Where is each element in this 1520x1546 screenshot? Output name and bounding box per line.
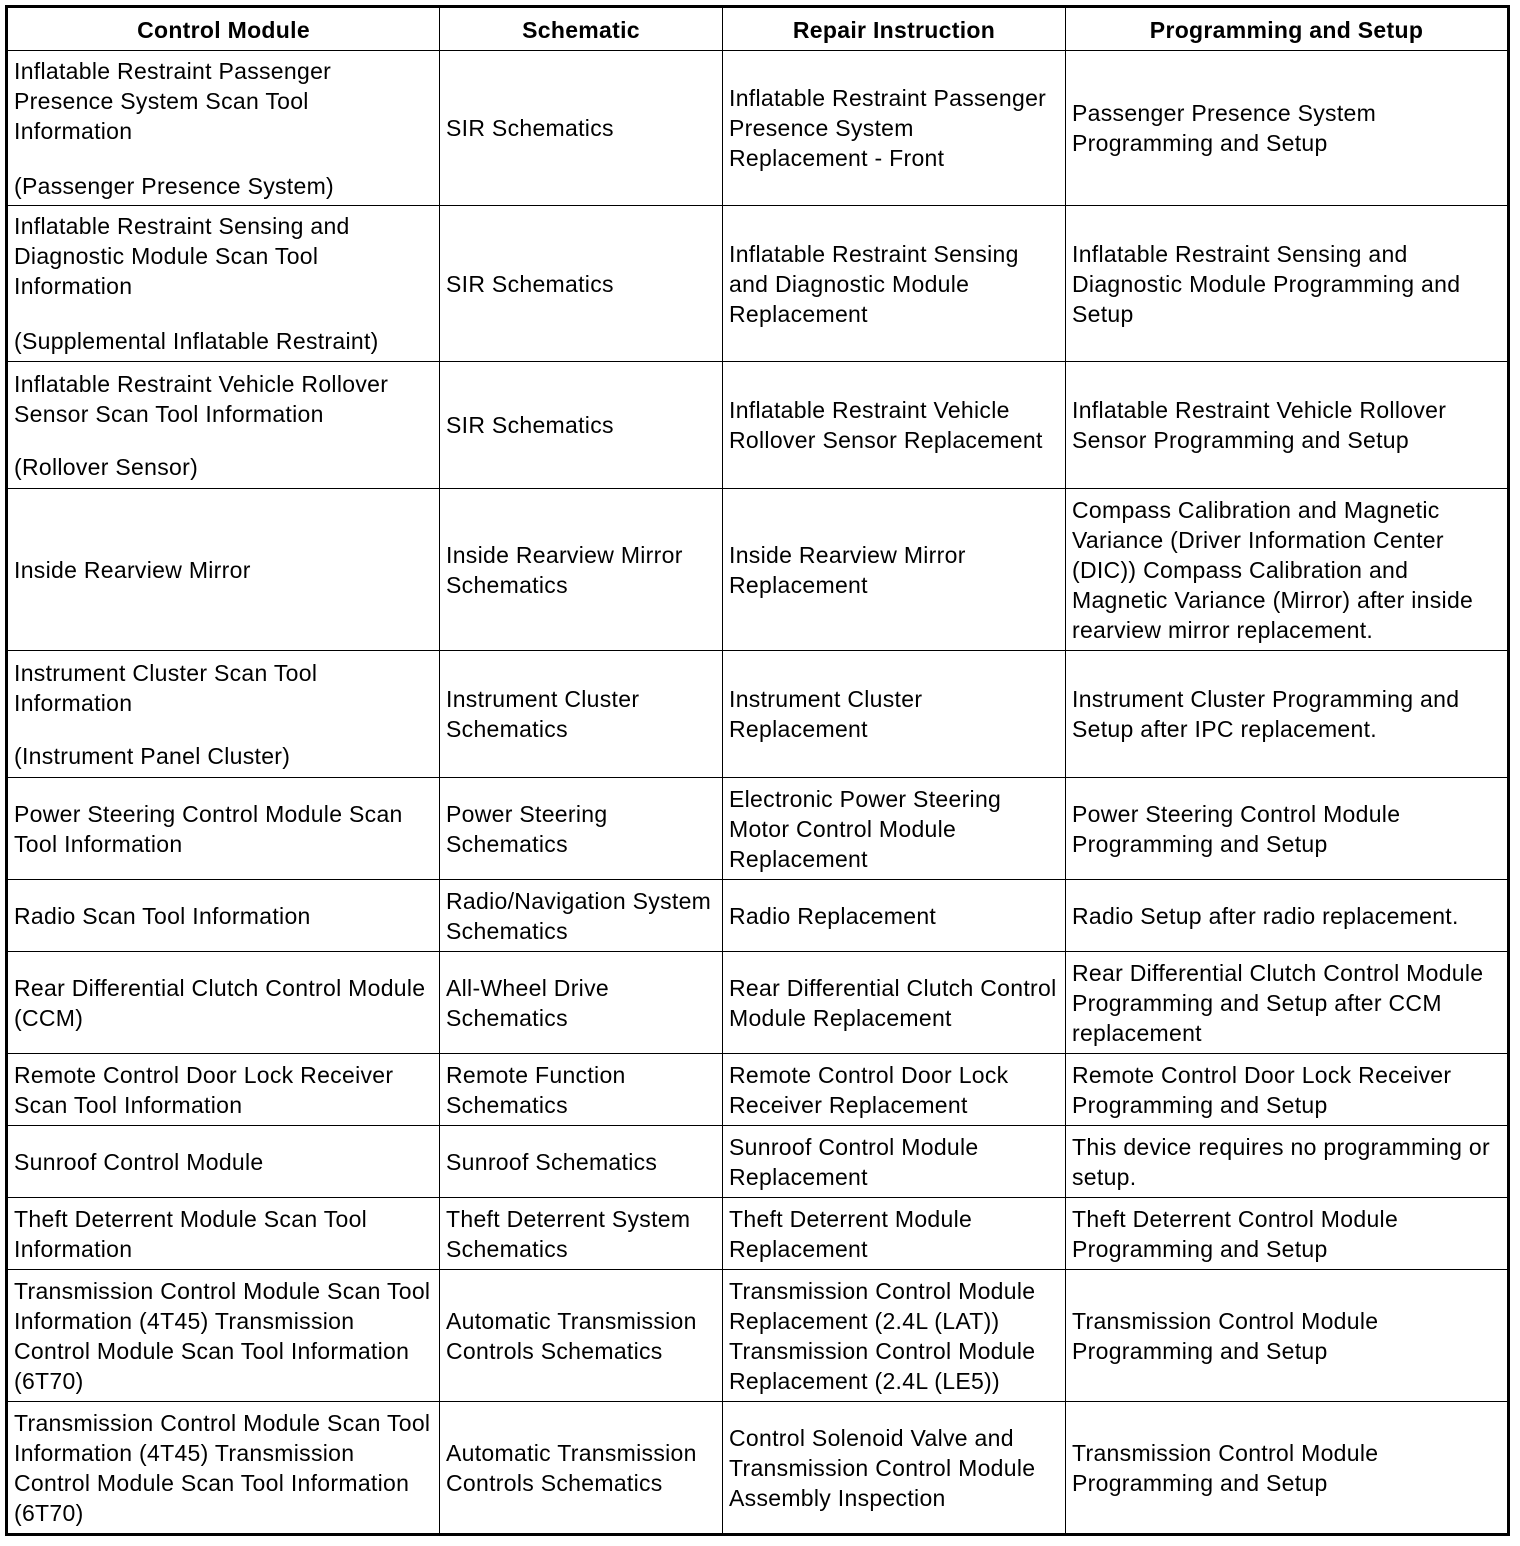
schematic-cell: Automatic Transmission Controls Schematics [440,1270,723,1402]
control-module-table [5,5,1510,1536]
header-schematic: Schematic [440,7,723,51]
repair-cell: Electronic Power Steering Motor Control Module Replacement [723,778,1066,880]
module-cell: Transmission Control Module Scan Tool Information (4T45) Transmission Control Module Scan Tool Information (6T70) [7,1270,440,1402]
repair-cell: Inflatable Restraint Vehicle Rollover Sensor Replacement [723,362,1066,489]
repair-cell: Theft Deterrent Module Replacement [723,1198,1066,1270]
module-cell: Theft Deterrent Module Scan Tool Information [7,1198,440,1270]
programming-cell: Inflatable Restraint Vehicle Rollover Sensor Programming and Setup [1066,362,1509,489]
repair-cell: Inside Rearview Mirror Replacement [723,489,1066,651]
programming-cell: Rear Differential Clutch Control Module Programming and Setup after CCM replacement [1066,952,1509,1054]
schematic-cell: Theft Deterrent System Schematics [440,1198,723,1270]
schematic-cell: SIR Schematics [440,362,723,489]
programming-cell: Compass Calibration and Magnetic Variance (Driver Information Center (DIC)) Compass Calibration and Magnetic Variance (Mirror) after inside rearview mirror replacement. [1066,489,1509,651]
repair-cell: Instrument Cluster Replacement [723,651,1066,778]
table-row [7,206,1509,362]
schematic-cell: Radio/Navigation System Schematics [440,880,723,952]
repair-cell: Inflatable Restraint Sensing and Diagnostic Module Replacement [723,206,1066,362]
module-note: (Instrument Panel Cluster) [14,742,291,769]
schematic-cell: Power Steering Schematics [440,778,723,880]
module-note: (Rollover Sensor) [14,453,199,480]
repair-cell: Remote Control Door Lock Receiver Replacement [723,1054,1066,1126]
table-row [7,51,1509,206]
repair-cell: Control Solenoid Valve and Transmission Control Module Assembly Inspection [723,1402,1066,1535]
table-row [7,1054,1509,1126]
module-name: Inflatable Restraint Vehicle Rollover Sensor Scan Tool Information [14,370,389,427]
repair-cell: Rear Differential Clutch Control Module Replacement [723,952,1066,1054]
module-name: Inflatable Restraint Sensing and Diagnostic Module Scan Tool Information [14,213,350,299]
schematic-cell: Instrument Cluster Schematics [440,651,723,778]
module-cell: Power Steering Control Module Scan Tool Information [7,778,440,880]
header-row [7,7,1509,51]
schematic-cell: Sunroof Schematics [440,1126,723,1198]
table-row [7,362,1509,489]
repair-cell: Sunroof Control Module Replacement [723,1126,1066,1198]
schematic-cell: SIR Schematics [440,51,723,206]
programming-cell: Remote Control Door Lock Receiver Programming and Setup [1066,1054,1509,1126]
module-name: Instrument Cluster Scan Tool Information [14,659,318,716]
module-note: (Passenger Presence System) [14,172,335,199]
module-cell [7,51,440,206]
schematic-cell: All-Wheel Drive Schematics [440,952,723,1054]
module-cell: Remote Control Door Lock Receiver Scan Tool Information [7,1054,440,1126]
module-note: (Supplemental Inflatable Restraint) [14,328,379,354]
programming-cell: Inflatable Restraint Sensing and Diagnostic Module Programming and Setup [1066,206,1509,362]
module-cell: Inside Rearview Mirror [7,489,440,651]
programming-cell: Power Steering Control Module Programming and Setup [1066,778,1509,880]
table-row [7,952,1509,1054]
table-row [7,1126,1509,1198]
table-row [7,778,1509,880]
header-repair-instruction: Repair Instruction [723,7,1066,51]
repair-cell: Inflatable Restraint Passenger Presence System Replacement - Front [723,51,1066,206]
table-row [7,1198,1509,1270]
repair-cell: Transmission Control Module Replacement (2.4L (LAT)) Transmission Control Module Replacement (2.4L (LE5)) [723,1270,1066,1402]
schematic-cell: Remote Function Schematics [440,1054,723,1126]
repair-cell: Radio Replacement [723,880,1066,952]
programming-cell: Transmission Control Module Programming and Setup [1066,1270,1509,1402]
table-row [7,489,1509,651]
module-cell [7,362,440,489]
programming-cell: Passenger Presence System Programming and Setup [1066,51,1509,206]
header-control-module: Control Module [7,7,440,51]
module-cell [7,206,440,362]
programming-cell: Theft Deterrent Control Module Programming and Setup [1066,1198,1509,1270]
table-row [7,880,1509,952]
schematic-cell: Inside Rearview Mirror Schematics [440,489,723,651]
programming-cell: This device requires no programming or setup. [1066,1126,1509,1198]
module-cell: Sunroof Control Module [7,1126,440,1198]
table-row [7,1402,1509,1535]
schematic-cell: Automatic Transmission Controls Schematics [440,1402,723,1535]
schematic-cell: SIR Schematics [440,206,723,362]
programming-cell: Radio Setup after radio replacement. [1066,880,1509,952]
module-name: Inflatable Restraint Passenger Presence System Scan Tool Information [14,57,332,144]
table-row [7,651,1509,778]
module-cell: Radio Scan Tool Information [7,880,440,952]
programming-cell: Instrument Cluster Programming and Setup after IPC replacement. [1066,651,1509,778]
module-cell: Rear Differential Clutch Control Module (CCM) [7,952,440,1054]
programming-cell: Transmission Control Module Programming and Setup [1066,1402,1509,1535]
module-cell: Transmission Control Module Scan Tool Information (4T45) Transmission Control Module Scan Tool Information (6T70) [7,1402,440,1535]
header-programming-setup: Programming and Setup [1066,7,1509,51]
table-row [7,1270,1509,1402]
module-cell [7,651,440,778]
